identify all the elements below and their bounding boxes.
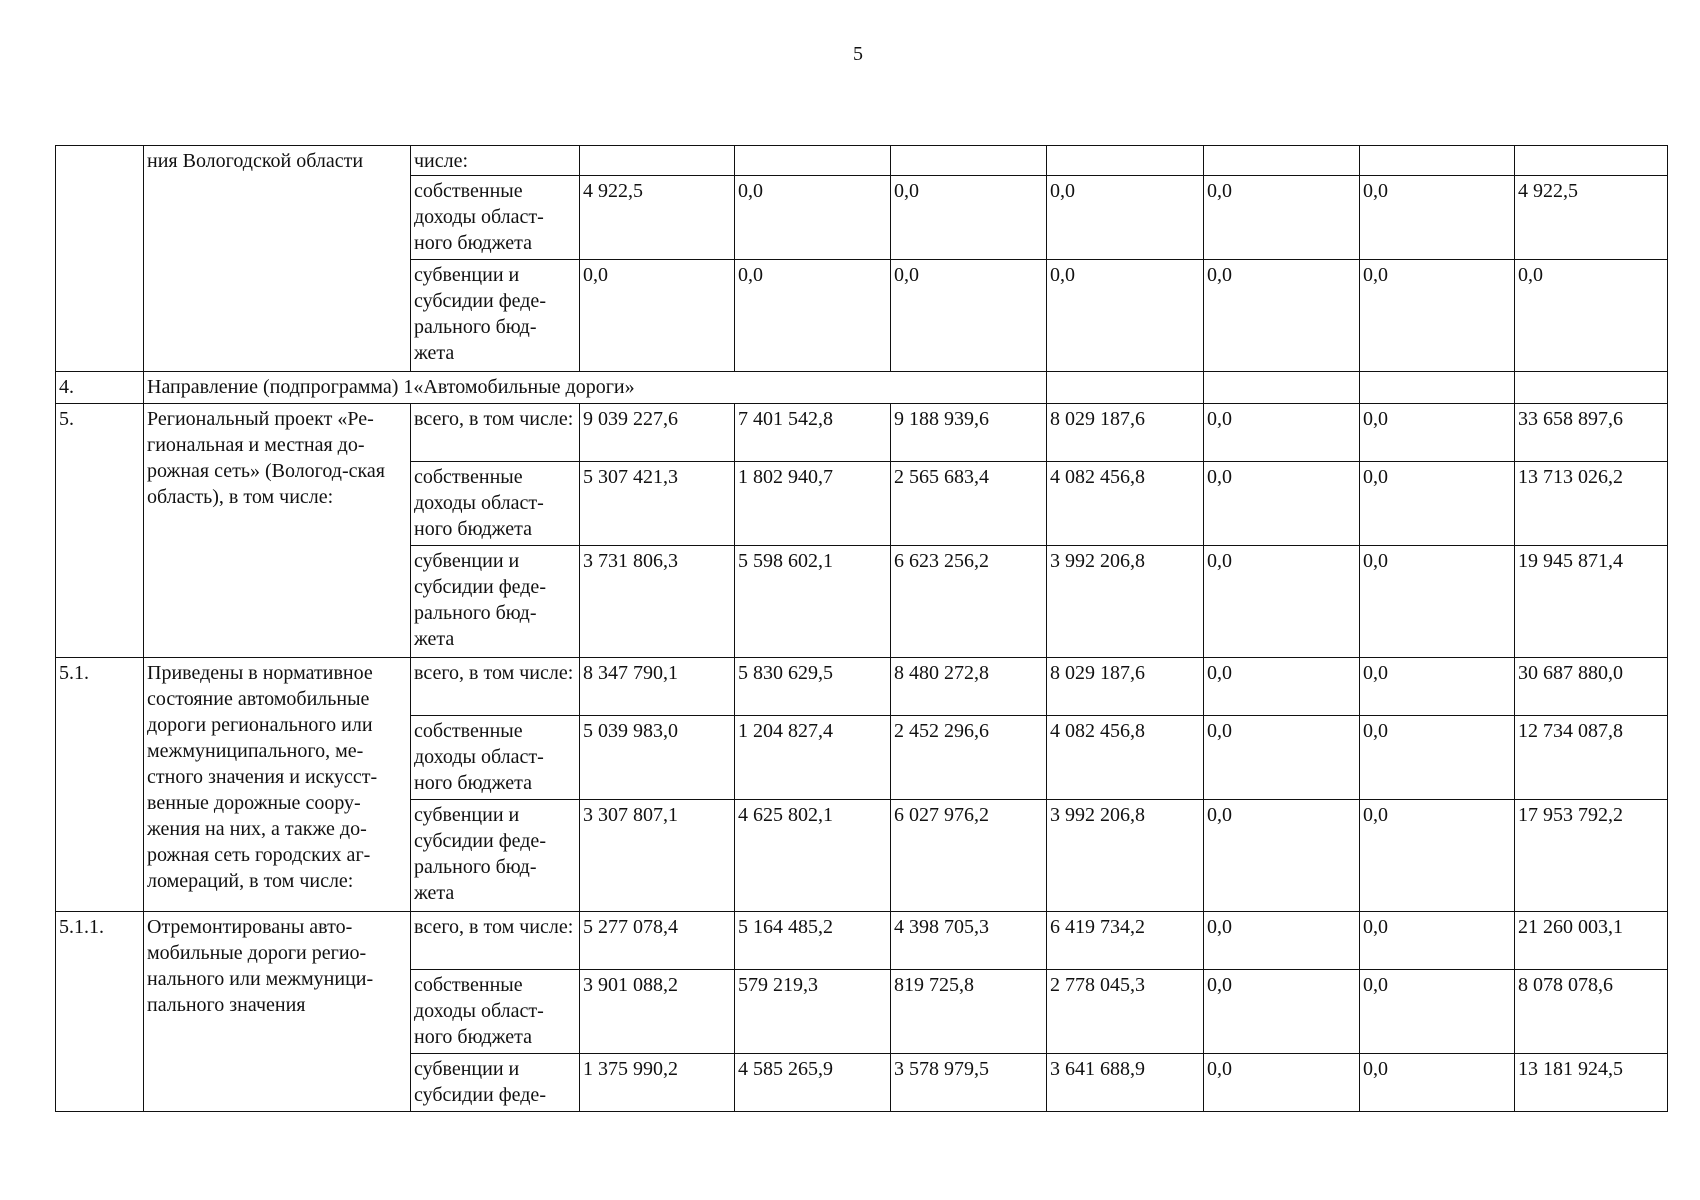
budget-table	[55, 145, 1668, 1112]
event-name-cell: Отремонтированы авто-мобильные дороги регио-нального или межмуници-пального значения	[144, 912, 411, 1112]
funding-type-cell: собственные доходы област-ного бюджета	[411, 462, 580, 546]
funding-type-cell: собственные доходы област-ного бюджета	[411, 970, 580, 1054]
value-cell: 0,0	[1360, 1054, 1515, 1112]
value-cell: 7 401 542,8	[735, 404, 891, 462]
value-cell: 13 181 924,5	[1515, 1054, 1668, 1112]
table-row	[56, 146, 1668, 176]
value-cell: 0,0	[1360, 970, 1515, 1054]
value-cell: 0,0	[1204, 1054, 1360, 1112]
value-cell: 0,0	[735, 176, 891, 260]
value-cell: 5 164 485,2	[735, 912, 891, 970]
value-cell: 4 625 802,1	[735, 800, 891, 912]
value-cell: 4 922,5	[580, 176, 735, 260]
value-cell: 0,0	[1204, 546, 1360, 658]
value-cell: 8 029 187,6	[1047, 404, 1204, 462]
value-cell: 3 731 806,3	[580, 546, 735, 658]
value-cell: 0,0	[891, 176, 1047, 260]
table-row	[56, 912, 1668, 970]
value-cell: 0,0	[1204, 462, 1360, 546]
value-cell: 4 398 705,3	[891, 912, 1047, 970]
value-cell: 0,0	[1360, 260, 1515, 372]
value-cell: 5 830 629,5	[735, 658, 891, 716]
value-cell: 0,0	[1360, 912, 1515, 970]
value-cell: 0,0	[891, 260, 1047, 372]
value-cell: 0,0	[1204, 176, 1360, 260]
value-cell: 6 419 734,2	[1047, 912, 1204, 970]
value-cell: 3 992 206,8	[1047, 800, 1204, 912]
value-cell: 8 029 187,6	[1047, 658, 1204, 716]
funding-type-cell: всего, в том числе:	[411, 404, 580, 462]
value-cell: 0,0	[1360, 404, 1515, 462]
value-cell: 0,0	[1047, 260, 1204, 372]
value-cell: 4 082 456,8	[1047, 716, 1204, 800]
value-cell: 3 901 088,2	[580, 970, 735, 1054]
value-cell: 9 039 227,6	[580, 404, 735, 462]
value-cell: 3 578 979,5	[891, 1054, 1047, 1112]
value-cell: 0,0	[580, 260, 735, 372]
row-number-cell: 5.1.	[56, 658, 144, 912]
value-cell: 0,0	[1515, 260, 1668, 372]
value-cell: 0,0	[1360, 462, 1515, 546]
value-cell: 0,0	[1204, 658, 1360, 716]
value-cell: 4 082 456,8	[1047, 462, 1204, 546]
funding-type-cell: числе:	[411, 146, 580, 176]
value-cell: 13 713 026,2	[1515, 462, 1668, 546]
value-cell: 0,0	[1360, 658, 1515, 716]
value-cell: 8 347 790,1	[580, 658, 735, 716]
event-name-cell: Региональный проект «Ре-гиональная и местная до-рожная сеть» (Вологод-ская область), в том числе:	[144, 404, 411, 658]
value-cell: 819 725,8	[891, 970, 1047, 1054]
value-cell: 4 585 265,9	[735, 1054, 891, 1112]
value-cell: 6 027 976,2	[891, 800, 1047, 912]
value-cell: 0,0	[1360, 176, 1515, 260]
value-cell	[1047, 146, 1204, 176]
value-cell: 0,0	[735, 260, 891, 372]
event-name-cell: Приведены в нормативное состояние автомобильные дороги регионального или межмуниципального, ме-стного значения и искусст-венные дорожные соору-жения на них, а также до-рожная сеть городских аг-ломераций, в том числе:	[144, 658, 411, 912]
funding-type-cell: всего, в том числе:	[411, 658, 580, 716]
event-name-cell: ния Вологодской области	[144, 146, 411, 372]
value-cell: 579 219,3	[735, 970, 891, 1054]
section-heading-cell: Направление (подпрограмма) 1«Автомобильные дороги»	[144, 372, 1047, 404]
value-cell: 5 307 421,3	[580, 462, 735, 546]
value-cell: 2 778 045,3	[1047, 970, 1204, 1054]
value-cell: 0,0	[1204, 404, 1360, 462]
value-cell	[580, 146, 735, 176]
funding-type-cell: субвенции и субсидии феде-рального бюд-жета	[411, 800, 580, 912]
value-cell	[891, 146, 1047, 176]
value-cell: 21 260 003,1	[1515, 912, 1668, 970]
empty-cell	[1047, 372, 1204, 404]
value-cell: 1 204 827,4	[735, 716, 891, 800]
row-number-cell: 5.1.1.	[56, 912, 144, 1112]
value-cell: 6 623 256,2	[891, 546, 1047, 658]
funding-type-cell: субвенции и субсидии феде-	[411, 1054, 580, 1112]
table-row	[56, 372, 1668, 404]
page-number: 5	[853, 43, 863, 65]
value-cell: 3 307 807,1	[580, 800, 735, 912]
value-cell: 5 277 078,4	[580, 912, 735, 970]
value-cell: 19 945 871,4	[1515, 546, 1668, 658]
row-number-cell	[56, 146, 144, 372]
empty-cell	[1204, 372, 1360, 404]
value-cell: 1 375 990,2	[580, 1054, 735, 1112]
value-cell: 2 452 296,6	[891, 716, 1047, 800]
value-cell: 4 922,5	[1515, 176, 1668, 260]
value-cell: 12 734 087,8	[1515, 716, 1668, 800]
value-cell	[735, 146, 891, 176]
value-cell: 2 565 683,4	[891, 462, 1047, 546]
value-cell: 5 039 983,0	[580, 716, 735, 800]
funding-type-cell: субвенции и субсидии феде-рального бюд-жета	[411, 260, 580, 372]
empty-cell	[1360, 372, 1515, 404]
value-cell: 0,0	[1360, 546, 1515, 658]
value-cell: 8 480 272,8	[891, 658, 1047, 716]
row-number-cell: 5.	[56, 404, 144, 658]
value-cell: 0,0	[1360, 716, 1515, 800]
value-cell: 0,0	[1047, 176, 1204, 260]
value-cell: 1 802 940,7	[735, 462, 891, 546]
table-row	[56, 404, 1668, 462]
value-cell: 8 078 078,6	[1515, 970, 1668, 1054]
value-cell: 0,0	[1204, 912, 1360, 970]
value-cell	[1360, 146, 1515, 176]
value-cell: 3 992 206,8	[1047, 546, 1204, 658]
value-cell: 5 598 602,1	[735, 546, 891, 658]
funding-type-cell: всего, в том числе:	[411, 912, 580, 970]
table-row	[56, 658, 1668, 716]
value-cell: 3 641 688,9	[1047, 1054, 1204, 1112]
empty-cell	[1515, 372, 1668, 404]
value-cell: 0,0	[1204, 260, 1360, 372]
value-cell: 30 687 880,0	[1515, 658, 1668, 716]
value-cell: 9 188 939,6	[891, 404, 1047, 462]
value-cell	[1515, 146, 1668, 176]
funding-type-cell: собственные доходы област-ного бюджета	[411, 716, 580, 800]
value-cell: 0,0	[1204, 800, 1360, 912]
funding-type-cell: субвенции и субсидии феде-рального бюд-жета	[411, 546, 580, 658]
value-cell: 0,0	[1360, 800, 1515, 912]
value-cell: 17 953 792,2	[1515, 800, 1668, 912]
value-cell: 0,0	[1204, 970, 1360, 1054]
row-number-cell: 4.	[56, 372, 144, 404]
value-cell: 33 658 897,6	[1515, 404, 1668, 462]
value-cell: 0,0	[1204, 716, 1360, 800]
value-cell	[1204, 146, 1360, 176]
funding-type-cell: собственные доходы област-ного бюджета	[411, 176, 580, 260]
